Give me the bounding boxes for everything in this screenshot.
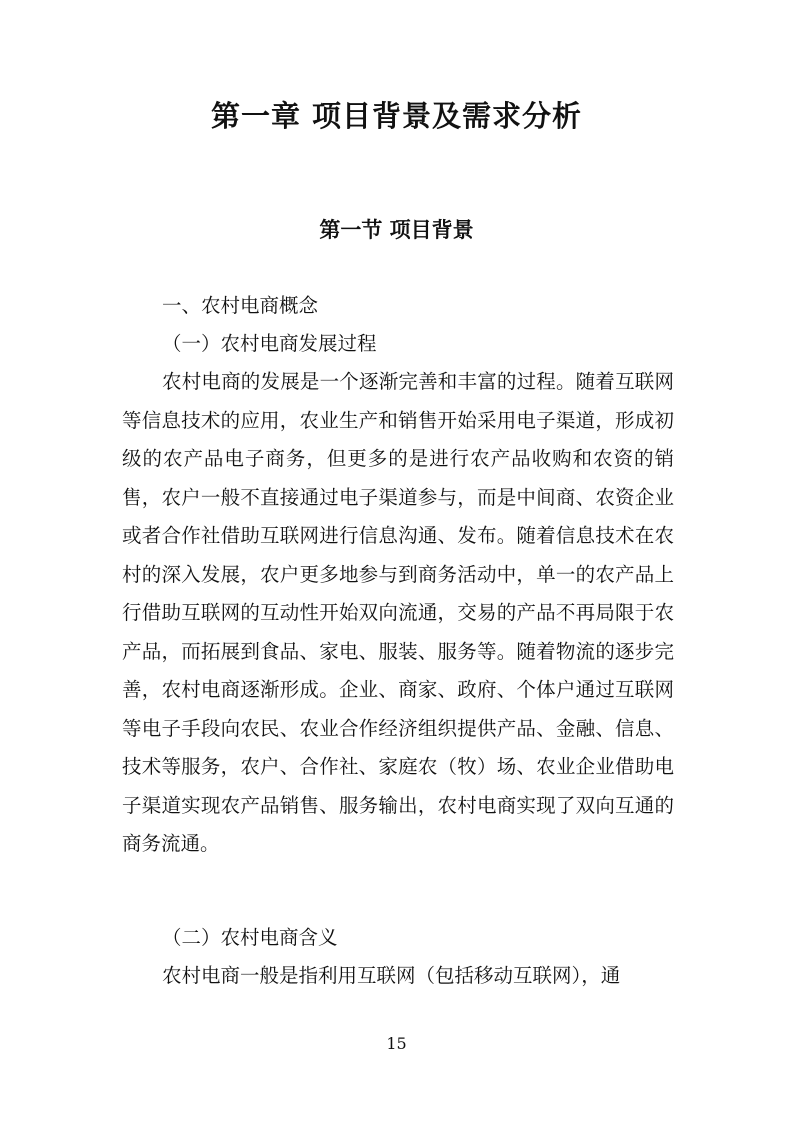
chapter-title: 第一章 项目背景及需求分析 [210, 99, 583, 133]
page-number: 15 [386, 1034, 407, 1053]
paragraph-meaning: 农村电商一般是指利用互联网（包括移动互联网），通 [162, 964, 621, 987]
heading-rural-ecommerce-concept: 一、农村电商概念 [162, 294, 319, 317]
section-title: 第一节 项目背景 [319, 218, 474, 242]
paragraph-development-process: 农村电商的发展是一个逐渐完善和丰富的过程。随着互联网等信息技术的应用，农业生产和销售开始采用电子渠道，形成初级的农产品电子商务，但更多的是进行农产品收购和农资的销售，农户一般不直接通过电子渠道参与，而是中间商、农资企业或者合作社借助互联网进行信息沟通、发布。随着信息技术在农村的深入发展，农户更多地参与到商务活动中，单一的农产品上行借助互联网的互动性开始双向流通，交易的产品不再局限于农产品，而拓展到食品、家电、服装、服务等。随着物流的逐步完善，农村电商逐渐形成。企业、商家、政府、个体户通过互联网等电子手段向农民、农业合作经济组织提供产品、金融、信息、技术等服务，农户、合作社、家庭农（牧）场、农业企业借助电子渠道实现农产品销售、服务输出，农村电商实现了双向互通的商务流通。 [122, 370, 674, 855]
subheading-meaning: （二）农村电商含义 [162, 926, 338, 949]
subheading-development-process: （一）农村电商发展过程 [162, 332, 377, 355]
